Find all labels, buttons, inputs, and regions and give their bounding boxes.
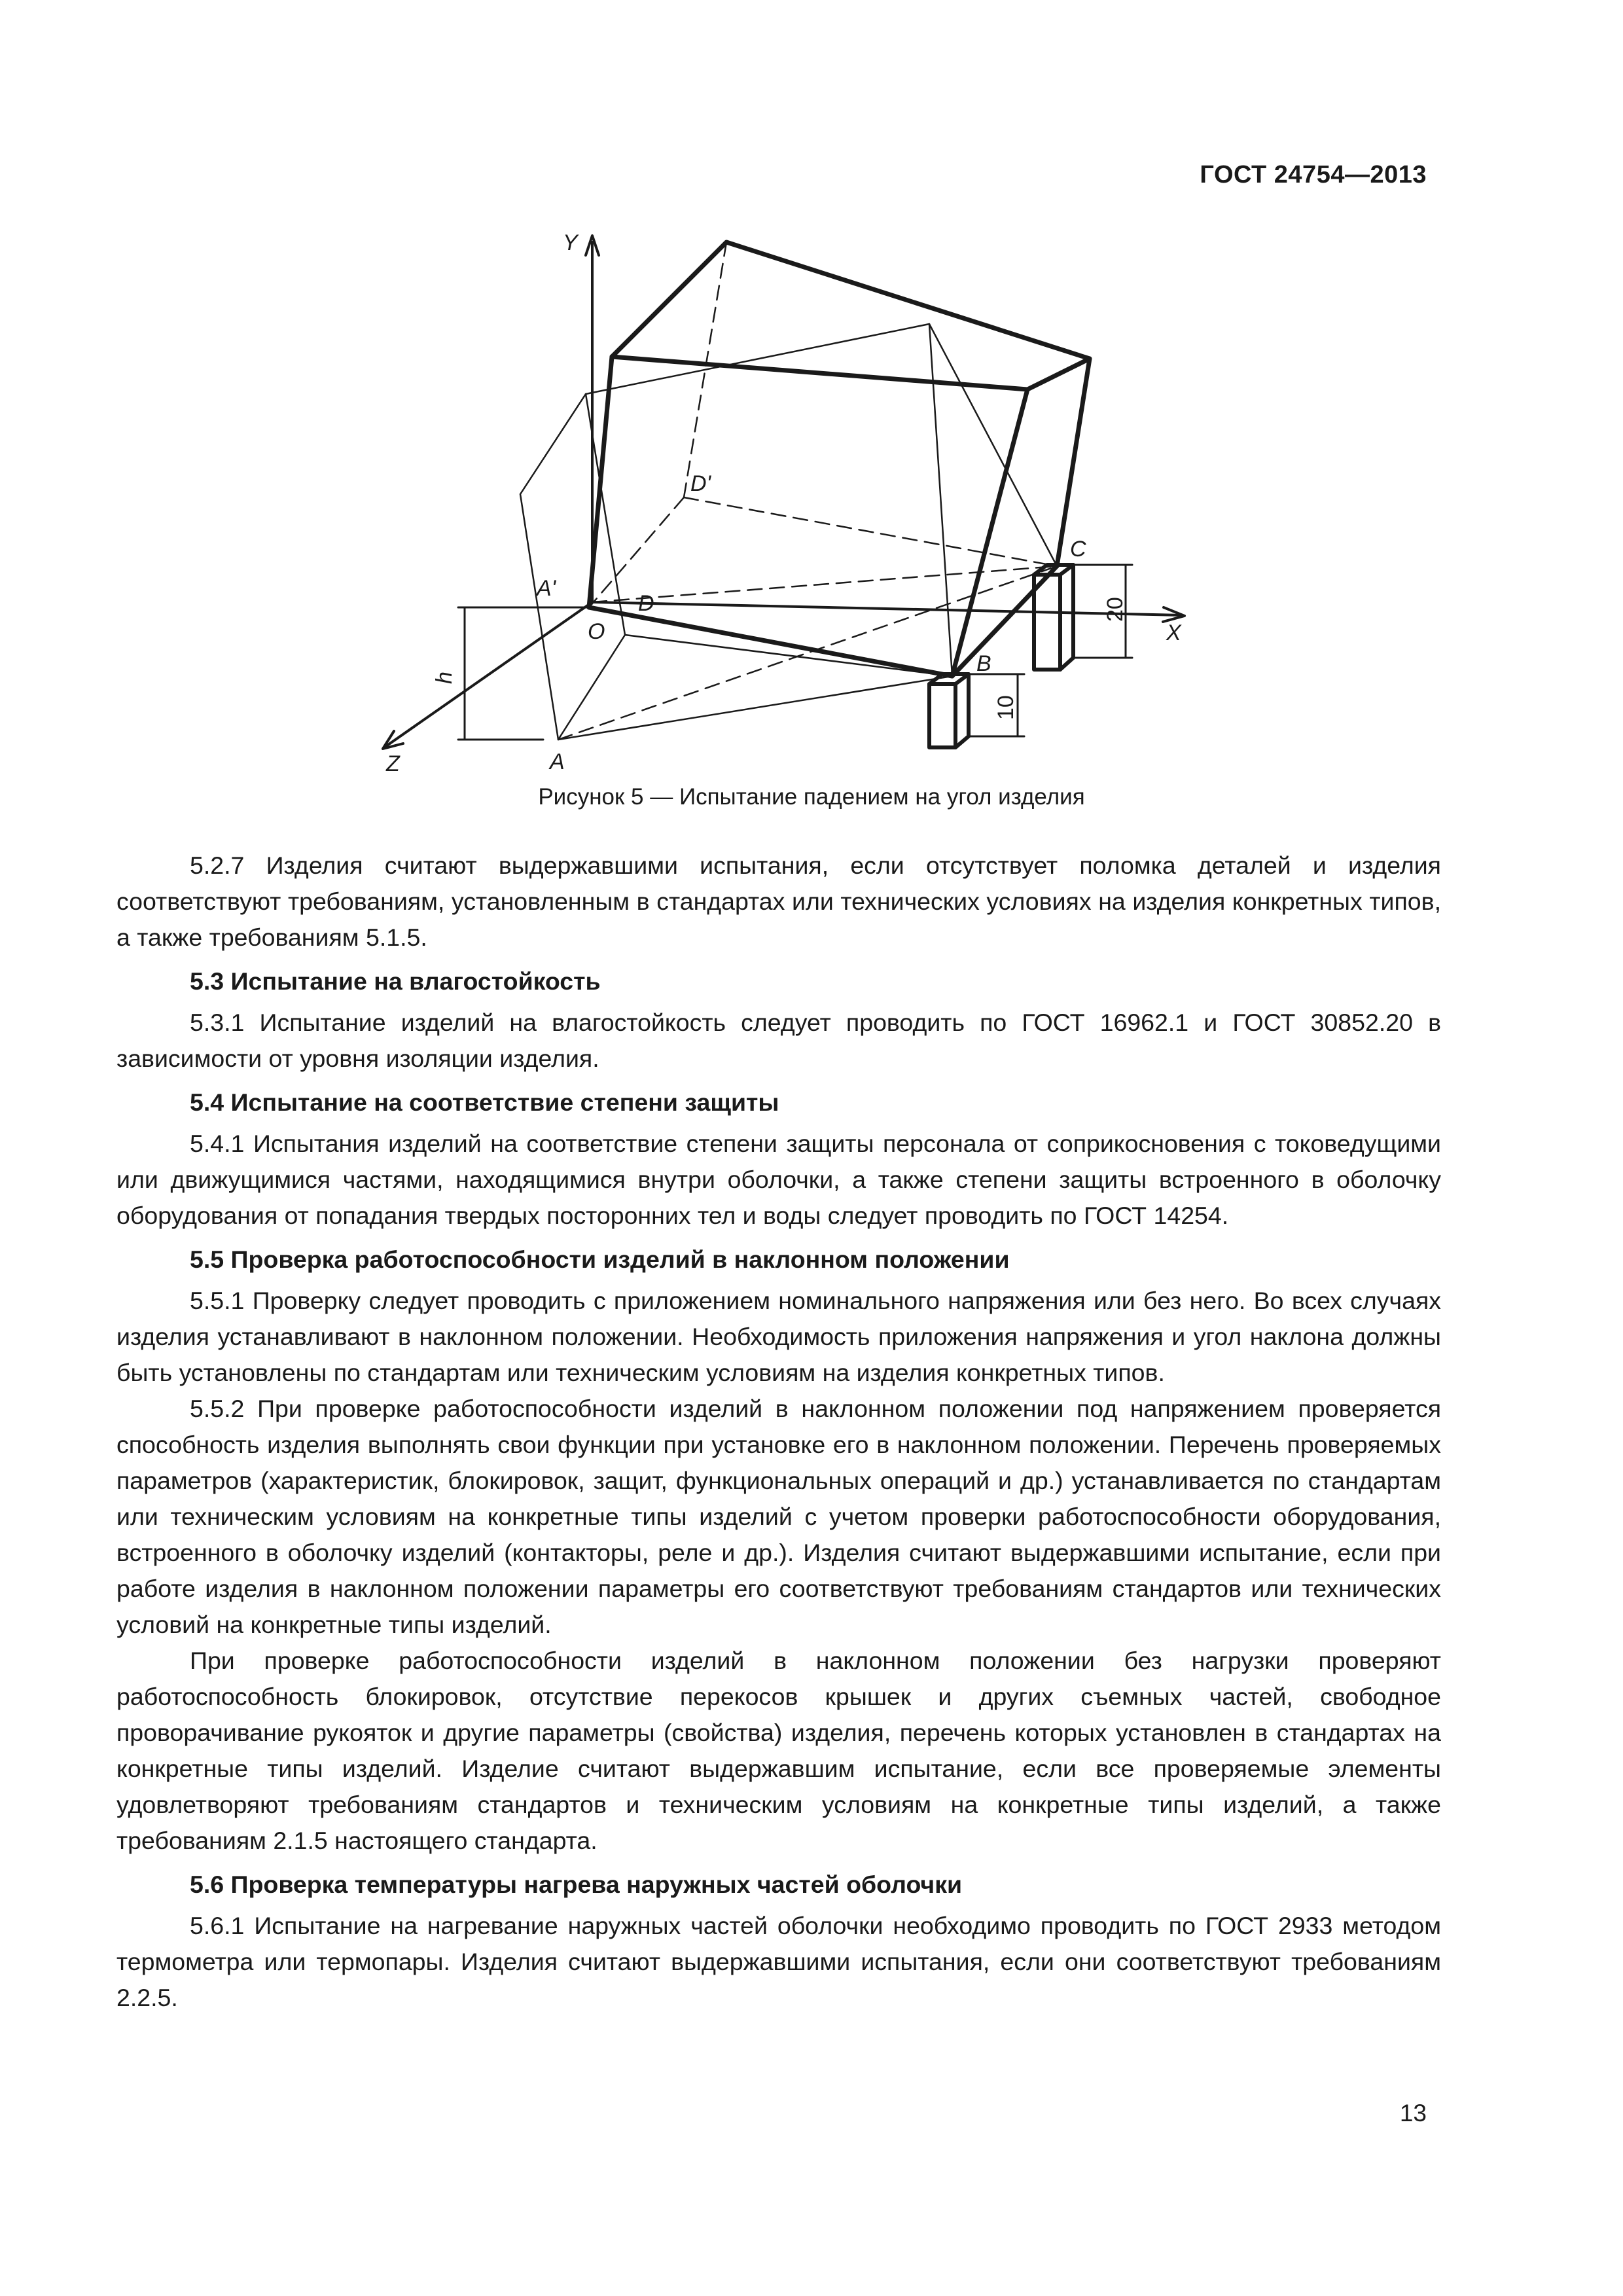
dim-10-label: 10 (993, 695, 1018, 720)
paragraph-5-5-1: 5.5.1 Проверку следует проводить с приложением номинального напряжения или без него. Во всех случаях изделия устанавливают в наклонном положении. Необходимость приложения напряжения и угол наклона должны быть установлены по стандартам или техническим условиям на изделия конкретных типов. (116, 1287, 1441, 1386)
heading-5-5: 5.5 Проверка работоспособности изделий в наклонном положении (190, 1246, 1010, 1273)
point-a-label: A (550, 749, 565, 774)
point-b-label: B (976, 651, 991, 676)
heading-5-3: 5.3 Испытание на влагостойкость (190, 967, 601, 995)
point-c-label: C (1070, 537, 1086, 562)
paragraph-5-2-7: 5.2.7 Изделия считают выдержавшими испытания, если отсутствует поломка деталей и изделия соответствуют требованиям, установленным в стандартах или технических условиях на изделия конкретных типов, а также требованиям 5.1.5. (116, 852, 1441, 951)
support-block-10 (929, 674, 969, 747)
heading-5-6: 5.6 Проверка температуры нагрева наружных частей оболочки (190, 1871, 963, 1898)
point-a-prime-label: A' (537, 576, 556, 601)
z-axis-line (386, 602, 592, 746)
body-text (116, 848, 1441, 2016)
z-axis-label: Z (386, 751, 400, 776)
drop-test-drawing (340, 216, 1230, 779)
paragraph-5-3-1: 5.3.1 Испытание изделий на влагостойкость следует проводить по ГОСТ 16962.1 и ГОСТ 30852.20 в зависимости от уровня изоляции изделия. (116, 1009, 1441, 1072)
h-dimension-label: h (432, 672, 457, 684)
figure-caption: Рисунок 5 — Испытание падением на угол изделия (538, 784, 1085, 810)
paragraph-5-5-2: 5.5.2 При проверке работоспособности изделий в наклонном положении под напряжением проверяется способность изделия выполнять свои функции при установке его в наклонном положении. Перечень проверяемых параметров (характеристик, блокировок, защит, функциональных операций и др.) устанавливается по стандартам или техническим условиям на конкретные типы изделий с учетом проверки работоспособности оборудования, встроенного в оболочку изделий (контакторы, реле и др.). Изделия считают выдержавшими испытание, если при работе изделия в наклонном положении параметры его соответствуют требованиям стандартов или технических условий на конкретные типы изделий. (116, 1395, 1441, 1638)
document-id: ГОСТ 24754—2013 (1200, 161, 1427, 188)
box-tilted-position (589, 242, 1090, 676)
paragraph-5-6-1: 5.6.1 Испытание на нагревание наружных частей оболочки необходимо проводить по ГОСТ 2933 методом термометра или термопары. Изделия считают выдержавшими испытания, если они соответствуют требованиям 2.2.5. (116, 1912, 1441, 2011)
paragraph-5-5-3: При проверке работоспособности изделий в наклонном положении без нагрузки проверяют работоспособность блокировок, отсутствие перекосов крышек и других съемных частей, свободное проворачивание рукояток и другие параметры (свойства) изделия, перечень которых установлен в стандартах на конкретные типы изделий. Изделие считают выдержавшим испытание, если все проверяемые элементы удовлетворяют требованиям стандартов и техническим условиям на конкретные типы изделий, а также требованиям 2.1.5 настоящего стандарта. (116, 1647, 1441, 1854)
point-d-prime-label: D' (690, 471, 711, 496)
figure-5-drop-test-diagram (340, 216, 1230, 779)
origin-label: O (588, 619, 605, 644)
paragraph-5-4-1: 5.4.1 Испытания изделий на соответствие степени защиты персонала от соприкосновения с токоведущими или движущимися частями, находящимися внутри оболочки, а также степени защиты встроенного в оболочку оборудования от попадания твердых посторонних тел и воды следует проводить по ГОСТ 14254. (116, 1130, 1441, 1229)
point-d-label: D (638, 591, 654, 616)
support-block-20 (1034, 565, 1073, 670)
y-axis-label: Y (563, 230, 578, 255)
heading-5-4: 5.4 Испытание на соответствие степени защиты (190, 1088, 779, 1116)
x-axis-label: X (1166, 620, 1181, 645)
page-number: 13 (1399, 2100, 1427, 2126)
x-axis-line (592, 602, 1181, 615)
dim-20-label: 20 (1103, 597, 1128, 622)
